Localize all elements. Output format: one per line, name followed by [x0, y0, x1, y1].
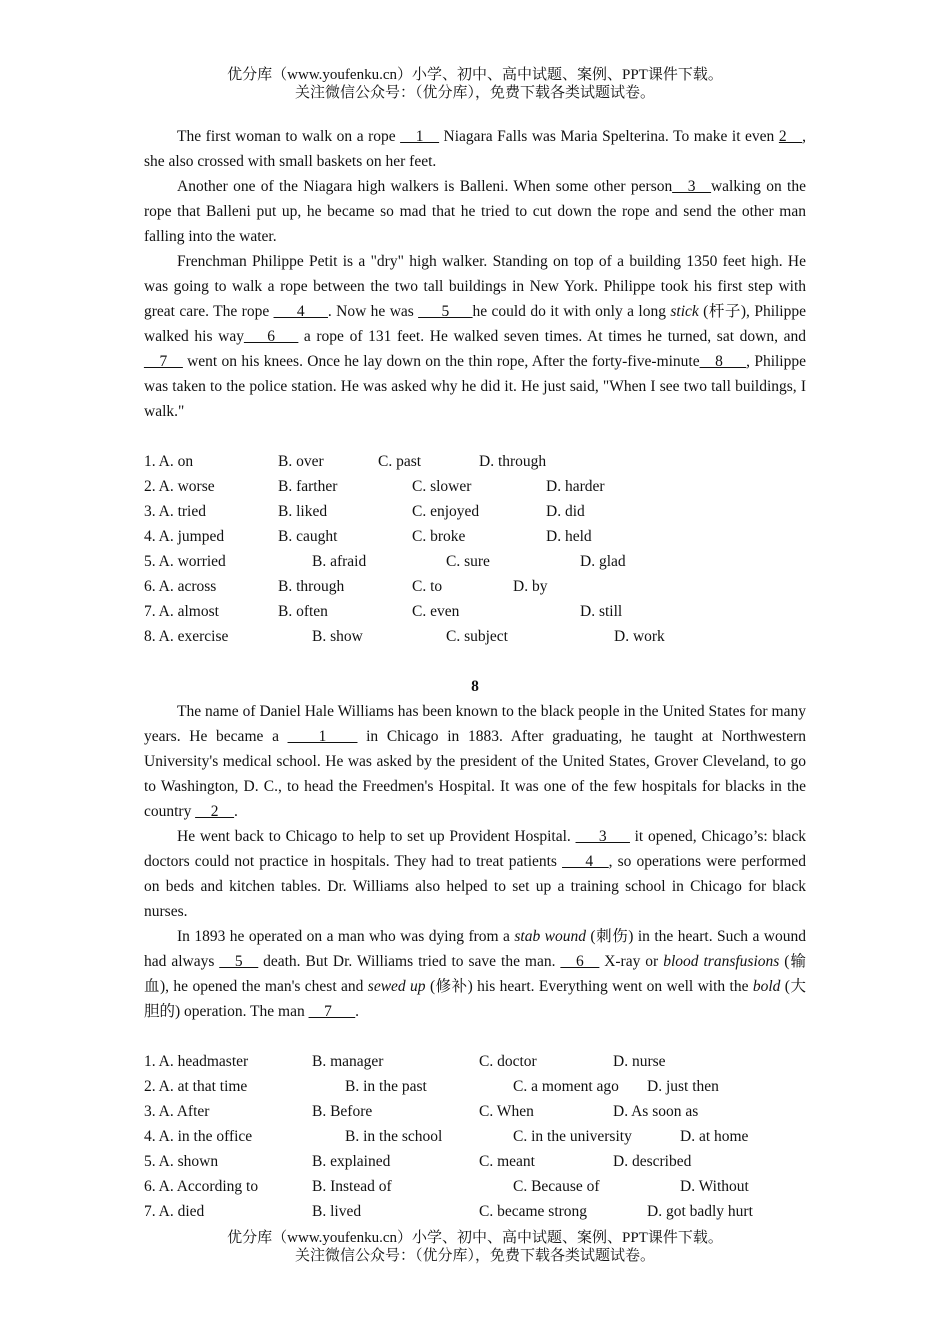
option-d: D. harder — [546, 478, 605, 495]
option-d: D. held — [546, 528, 592, 545]
option-b: B. show — [312, 628, 363, 645]
option-b: B. liked — [278, 503, 328, 520]
blank-2: __2__ — [195, 803, 234, 820]
question-row — [144, 1199, 806, 1224]
option-b: B. Instead of — [312, 1178, 392, 1195]
passage2-paragraph-1: The name of Daniel Hale Williams has been known to the black people in the United States for many years. He became a ____1____ in Chicago in 1883. After graduating, he taught at Northwestern University's medical school. He was asked by the president of the United States, Grover Cleveland, to go to Washington, D. C., to head the Freedmen's Hospital. It was one of the few hospitals for blacks in the country __2__. — [144, 703, 807, 820]
option-b: B. in the school — [345, 1128, 443, 1145]
blank-6: __6__ — [560, 953, 600, 970]
question-row — [144, 1074, 806, 1099]
question-row — [144, 1149, 806, 1174]
option-c: C. sure — [446, 553, 490, 570]
option-c: C. meant — [479, 1153, 535, 1170]
question-row — [144, 1049, 806, 1074]
option-c: C. past — [378, 453, 422, 470]
option-c: C. became strong — [479, 1203, 588, 1220]
question-row — [144, 599, 806, 624]
option-a: 4. A. jumped — [144, 528, 225, 545]
option-b: B. lived — [312, 1203, 362, 1220]
header-line-2: 关注微信公众号：（优分库），免费下载各类试题试卷。 — [294, 85, 655, 101]
page-footer — [0, 1229, 950, 1265]
question-row — [144, 574, 806, 599]
option-b: B. farther — [278, 478, 338, 495]
blank-7: __7__ — [144, 353, 183, 370]
option-a: 6. A. According to — [144, 1178, 259, 1195]
option-d: D. nurse — [613, 1053, 666, 1070]
option-b: B. through — [278, 578, 345, 595]
option-d: D. still — [580, 603, 623, 620]
blank-4: ___4___ — [273, 303, 328, 320]
blank-5: ___5___ — [418, 303, 473, 320]
option-b: B. Before — [312, 1103, 373, 1120]
question-row — [144, 1099, 806, 1124]
option-c: C. in the university — [513, 1128, 632, 1145]
option-c: C. a moment ago — [513, 1078, 619, 1095]
option-c: C. Because of — [513, 1178, 600, 1195]
option-b: B. afraid — [312, 553, 367, 570]
option-c: C. to — [412, 578, 443, 595]
option-b: B. explained — [312, 1153, 391, 1170]
option-b: B. in the past — [345, 1078, 427, 1095]
option-d: D. at home — [680, 1128, 749, 1145]
option-d: D. got badly hurt — [647, 1203, 753, 1220]
option-a: 8. A. exercise — [144, 628, 229, 645]
option-c: C. subject — [446, 628, 508, 645]
option-a: 1. A. on — [144, 453, 194, 470]
option-d: D. through — [479, 453, 547, 470]
page-header — [0, 66, 950, 102]
passage2-paragraph-3: In 1893 he operated on a man who was dying from a stab wound (刺伤) in the heart. Such a wound had always __5__ death. But Dr. Williams tried to save the man. __6__ X-ray or blood transfusions (输血), he opened the man's chest and sewed up (修补) his heart. Everything went on well with the bold (大胆的) operation. The man __7___. — [144, 928, 807, 1020]
option-a: 5. A. shown — [144, 1153, 219, 1170]
option-b: B. manager — [312, 1053, 384, 1070]
option-d: D. described — [613, 1153, 692, 1170]
option-d: D. did — [546, 503, 585, 520]
passage2-paragraph-2: He went back to Chicago to help to set up Provident Hospital. ___3___ it opened, Chicago’s: black doctors could not practice in hospitals. They had to treat patients ___4__, so operations were performed on beds and kitchen tables. Dr. Williams also helped to set up a training school in Chicago for black nurses. — [144, 828, 806, 920]
blank-2: 2__ — [778, 128, 803, 145]
blank-5: __5__ — [219, 953, 259, 970]
option-c: C. doctor — [479, 1053, 537, 1070]
option-c: C. When — [479, 1103, 534, 1120]
footer-line-1: 优分库（www.youfenku.cn）小学、初中、高中试题、案例、PPT课件下载。 — [227, 1230, 723, 1246]
option-a: 6. A. across — [144, 578, 217, 595]
blank-8: __8___ — [699, 353, 747, 370]
passage1-options — [144, 449, 806, 649]
question-row — [144, 524, 806, 549]
question-row — [144, 549, 806, 574]
option-d: D. Without — [680, 1178, 749, 1195]
option-d: D. by — [513, 578, 548, 595]
passage2-options — [144, 1049, 806, 1224]
option-a: 2. A. worse — [144, 478, 215, 495]
option-d: D. just then — [647, 1078, 719, 1095]
option-a: 4. A. in the office — [144, 1128, 253, 1145]
option-d: D. As soon as — [613, 1103, 699, 1120]
option-c: C. even — [412, 603, 460, 620]
option-a: 3. A. After — [144, 1103, 210, 1120]
passage1-paragraph-3: Frenchman Philippe Petit is a "dry" high walker. Standing on top of a building 1350 feet high. He was going to walk a rope between the two tall buildings in New York. Philippe took his first step with great care. The rope ___4___. Now he was ___5___he could do it with only a long stick (杆子), Philippe walked his way___6___ a rope of 131 feet. He walked seven times. At times he turned, sat down, and __7__ went on his knees. Once he lay down on the thin rope, After the forty-five-minute__8___, Philippe was taken to the police station. He was asked why he did it. He just said, "When I see two tall buildings, I walk." — [144, 253, 807, 420]
passage1-paragraph-2: Another one of the Niagara high walkers is Balleni. When some other person__3__walking on the rope that Balleni put up, he became so mad that he tried to cut down the rope and send the other man falling into the water. — [144, 178, 806, 245]
blank-3: ___3___ — [575, 828, 630, 845]
question-row — [144, 624, 806, 649]
question-row — [144, 449, 806, 474]
page-content — [144, 124, 806, 1224]
question-row — [144, 499, 806, 524]
header-line-1: 优分库（www.youfenku.cn）小学、初中、高中试题、案例、PPT课件下载。 — [227, 67, 723, 83]
passage1-paragraph-1: The first woman to walk on a rope __1__ Niagara Falls was Maria Spelterina. To make it even 2__, she also crossed with small baskets on her feet. — [144, 128, 806, 170]
option-b: B. caught — [278, 528, 338, 545]
question-row — [144, 1174, 806, 1199]
option-c: C. enjoyed — [412, 503, 480, 520]
footer-line-2: 关注微信公众号：（优分库），免费下载各类试题试卷。 — [294, 1248, 655, 1264]
blank-6: ___6___ — [243, 328, 299, 345]
question-row — [144, 1124, 806, 1149]
option-c: C. broke — [412, 528, 466, 545]
option-a: 7. A. almost — [144, 603, 219, 620]
option-d: D. work — [614, 628, 665, 645]
option-a: 1. A. headmaster — [144, 1053, 249, 1070]
option-a: 2. A. at that time — [144, 1078, 248, 1095]
option-a: 5. A. worried — [144, 553, 226, 570]
blank-7: __7___ — [308, 1003, 356, 1020]
section-number: 8 — [471, 678, 479, 695]
blank-1: ____1____ — [287, 728, 358, 745]
question-row — [144, 474, 806, 499]
option-d: D. glad — [580, 553, 626, 570]
option-a: 7. A. died — [144, 1203, 205, 1220]
option-a: 3. A. tried — [144, 503, 206, 520]
blank-4: ___4__ — [562, 853, 609, 870]
option-b: B. often — [278, 603, 328, 620]
option-b: B. over — [278, 453, 324, 470]
blank-3: __3__ — [672, 178, 711, 195]
blank-1: __1__ — [400, 128, 439, 145]
option-c: C. slower — [412, 478, 472, 495]
